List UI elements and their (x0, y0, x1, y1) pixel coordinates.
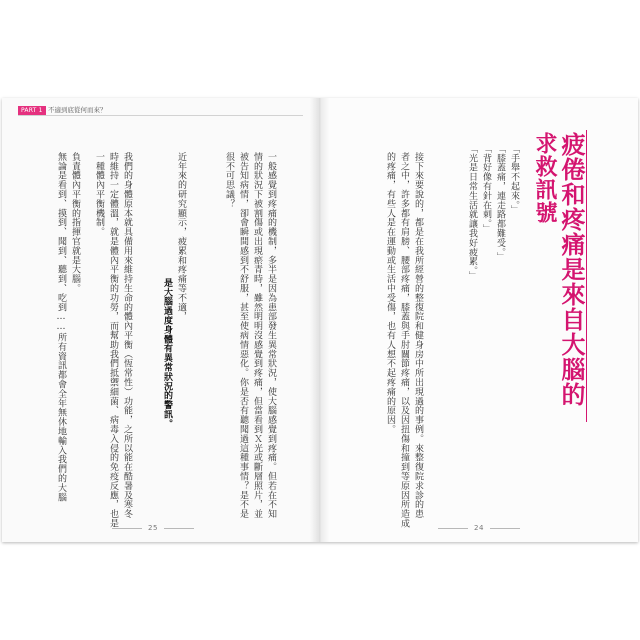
headline-rule (586, 130, 587, 422)
body-column: 負責體內平衡的指揮官就是大腦。 (70, 152, 80, 293)
page-number-rule (438, 528, 468, 529)
body-column: 時維持一定體溫，就是體內平衡的功勞，而幫助我們抵禦細菌、病毒入侵的免疫反應，也是 (108, 152, 118, 528)
body-column: 我們的身體原本就具備用來維持生命的體內平衡（恆常性）功能，之所以能在酷暑及寒冬 (122, 152, 132, 519)
right-page (320, 98, 638, 542)
quote-line: 「手舉不起來。」 (509, 144, 519, 215)
body-column: 情的狀況下被割傷或出現瘀青時，雖然明明沒感覺到疼痛，但當看到Ｘ光或斷層照片，並 (252, 152, 262, 519)
headline: 疲倦和疼痛是來自大腦的 (557, 132, 585, 407)
book-spread (2, 98, 638, 542)
page-number-rule (112, 528, 142, 529)
part-badge: PART 1 (18, 106, 46, 115)
page-number-rule (490, 528, 520, 529)
emphasis-column: 是大腦過度身體有異常狀況的警訊。 (162, 278, 172, 429)
body-column: 者之中，許多都有肩膀、腰部疼痛，膝蓋與手肘關節疼痛，以及因扭傷和撞到等原因所造成 (399, 152, 409, 528)
body-column: 一般感覺到疼痛的機制，多半是因為患部發生異常狀況，使大腦感覺到疼痛。但若在不知 (266, 152, 276, 519)
quote-line: 「膝蓋痛，連走路都難受。」 (495, 144, 505, 262)
page-number: 24 (474, 524, 484, 532)
page-number: 25 (148, 524, 158, 532)
body-column: 接下來要說的，都是在我所經營的整復院和健身房中所出現過的事例。來整復院求診的患 (413, 152, 423, 519)
book-gutter (310, 98, 330, 542)
quote-line: 「光是日常生活就讓我好疲累。」 (467, 144, 477, 281)
body-column: 一種體內平衡機制。 (94, 152, 104, 237)
body-column: 無論是看到、摸到、聞到、聽到、吃到……所有資訊都會全年無休地輸入我們的大腦 (56, 152, 66, 502)
headline-second-line: 求救訊號 (532, 132, 557, 224)
chapter-title: 不適到底從何而來？ (48, 106, 107, 114)
quote-line: 「背好像有針在刺。」 (481, 144, 491, 234)
body-column: 近年來的研究顯示，疲累和疼痛等不適， (176, 152, 186, 322)
page-number-rule (164, 528, 194, 529)
running-header (18, 106, 303, 116)
body-column: 被告知病情，卻會瞬間感到不舒服，甚至使病情惡化。你是否有聽聞過這種事情？是不是 (238, 152, 248, 519)
body-column: 的疼痛，有些人是在運動或生活中受傷，也有人想不起疼痛的原因。 (385, 152, 395, 434)
body-column: 很不可思議？ (224, 152, 234, 209)
left-page (2, 98, 320, 542)
